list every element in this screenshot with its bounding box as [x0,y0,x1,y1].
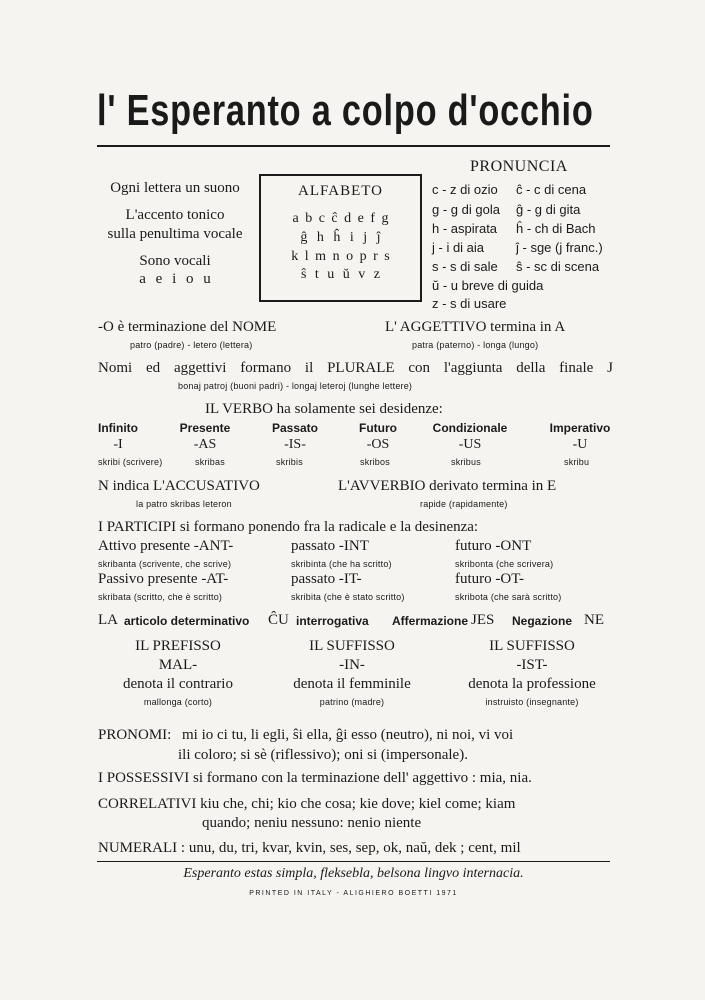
pronouns-line2: ili coloro; si sè (riflessivo); oni si (impersonale). [178,747,468,763]
print-credit: PRINTED IN ITALY - ALIGHIERO BOETTI 1971 [249,890,458,897]
tense-example: skribu [564,457,590,467]
adverb-example: rapide (rapidamente) [420,499,508,509]
affix-example: instruisto (insegnante) [485,697,579,707]
footer-rule [97,861,610,862]
pronunciation-left: s - s di sale [432,259,498,274]
affirmation-label: JES [471,612,495,628]
adverb-rule: L'AVVERBIO derivato termina in E [338,478,557,494]
alphabet-row: ĝ h ĥ i j ĵ [300,230,381,245]
participle-example: skribota (che sarà scritto) [455,592,562,602]
pronunciation-right: ĉ - c di cena [516,182,587,197]
participle-label: futuro -ONT [455,538,532,554]
pronunciation-left: ŭ - u breve di guida [432,278,544,293]
affix-meaning: denota il contrario [123,676,233,692]
tense-name: Imperativo [549,421,611,435]
tense-example: skribi (scrivere) [98,457,163,467]
pronunciation-right: ŝ - sc di scena [516,259,600,274]
accusative-example: la patro skribas leteron [136,499,232,509]
participle-example: skribinta (che ha scritto) [291,559,392,569]
interrogative-text: interrogativa [296,614,369,628]
interrogative-label: ĈU [268,612,289,628]
noun-example: patro (padre) - letero (lettera) [130,340,253,350]
tense-example: skribus [451,457,481,467]
affix-form: -IST- [516,657,548,673]
tense-name: Futuro [359,421,397,435]
correlatives-line1: CORRELATIVI kiu che, chi; kio che cosa; kie dove; kiel come; kiam [98,796,516,812]
affix-title: IL SUFFISSO [489,638,575,654]
intro-accent: L'accento tonico [125,207,225,223]
pronunciation-left: j - i di aia [432,240,485,255]
tense-name: Presente [179,421,231,435]
tense-example: skribos [360,457,390,467]
affix-example: mallonga (corto) [143,697,213,707]
affix-form: -IN- [339,657,365,673]
participle-example: skribanta (scrivente, che scrive) [98,559,232,569]
pronunciation-left: g - g di gola [432,202,500,217]
pronouns-label: PRONOMI: [98,727,172,743]
tense-name: Infinito [98,421,138,435]
intro-vowels: a e i o u [139,271,211,287]
intro-penultimate: sulla penultima vocale [107,226,243,242]
article-label: LA [98,612,118,628]
article-text: articolo determinativo [124,614,250,628]
participle-label: Passivo presente -AT- [98,571,229,587]
pronunciation-right: ĥ - ch di Bach [516,221,596,236]
pronunciation-left: h - aspirata [432,221,498,236]
tense-example: skribis [276,457,303,467]
affix-title: IL PREFISSO [135,638,221,654]
pronunciation-right: ĝ - g di gita [516,202,581,217]
negation-text: Negazione [512,614,573,628]
numerals-line: NUMERALI : unu, du, tri, kvar, kvin, ses, sep, ok, naŭ, dek ; cent, mil [98,840,521,856]
tense-name: Condizionale [432,421,508,435]
participles-heading: I PARTICIPI si formano ponendo fra la radicale e la desinenza: [98,519,479,535]
tense-ending: -IS- [284,437,306,452]
verb-heading: IL VERBO ha solamente sei desidenze: [205,401,443,417]
possessives-rule: I POSSESSIVI si formano con la terminazione dell' aggettivo : mia, nia. [98,770,532,786]
tense-name: Passato [271,421,319,435]
participle-example: skribata (scritto, che è scritto) [98,592,223,602]
tense-ending: -U [572,437,588,452]
tense-example: skribas [195,457,225,467]
affix-form: MAL- [158,657,198,673]
plural-rule: Nomi ed aggettivi formano il PLURALE con l'aggiunta della finale J [98,360,613,376]
adjective-example: patra (paterno) - longa (lungo) [412,340,539,350]
noun-rule: -O è terminazione del NOME [98,319,277,335]
alphabet-row: k l m n o p r s [291,249,390,264]
alphabet-row: a b c ĉ d e f g [292,211,389,226]
alphabet-heading: ALFABETO [298,183,383,199]
pronouns-line1: mi io ci tu, li egli, ŝi ella, ĝi esso (neutro), ni noi, vi voi [182,727,514,743]
affix-meaning: denota il femminile [293,676,411,692]
pronunciation-left: z - s di usare [432,296,507,311]
participle-label: futuro -OT- [455,571,525,587]
pronunciation-right: ĵ - sge (j franc.) [516,240,603,255]
page-title: l' Esperanto a colpo d'occhio [97,86,594,135]
intro-vowels-label: Sono vocali [139,253,211,269]
tense-ending: -I [113,437,123,452]
plural-example: bonaj patroj (buoni padri) - longaj leteroj (lunghe lettere) [178,381,413,391]
alphabet-row: ŝ t u ŭ v z [300,267,381,282]
tense-ending: -OS [366,437,390,452]
affirmation-text: Affermazione [392,614,469,628]
motto: Esperanto estas simpla, fleksebla, belsona lingvo internacia. [183,866,524,881]
participle-example: skribonta (che scrivera) [455,559,554,569]
accusative-rule: N indica L'ACCUSATIVO [98,478,260,494]
adjective-rule: L' AGGETTIVO termina in A [385,319,566,335]
affix-example: patrino (madre) [319,697,385,707]
title-rule [97,145,610,147]
participle-label: Attivo presente -ANT- [98,538,234,554]
affix-meaning: denota la professione [468,676,596,692]
tense-ending: -AS [193,437,217,452]
intro-letter-sound: Ogni lettera un suono [110,180,240,196]
negation-label: NE [584,612,604,628]
tense-ending: -US [458,437,482,452]
correlatives-line2: quando; neniu nessuno: nenio niente [202,815,422,831]
participle-label: passato -INT [291,538,369,554]
participle-label: passato -IT- [291,571,362,587]
pronunciation-heading: PRONUNCIA [470,158,568,175]
affix-title: IL SUFFISSO [309,638,395,654]
participle-example: skribita (che è stato scritto) [291,592,405,602]
pronunciation-left: c - z di ozio [432,182,498,197]
